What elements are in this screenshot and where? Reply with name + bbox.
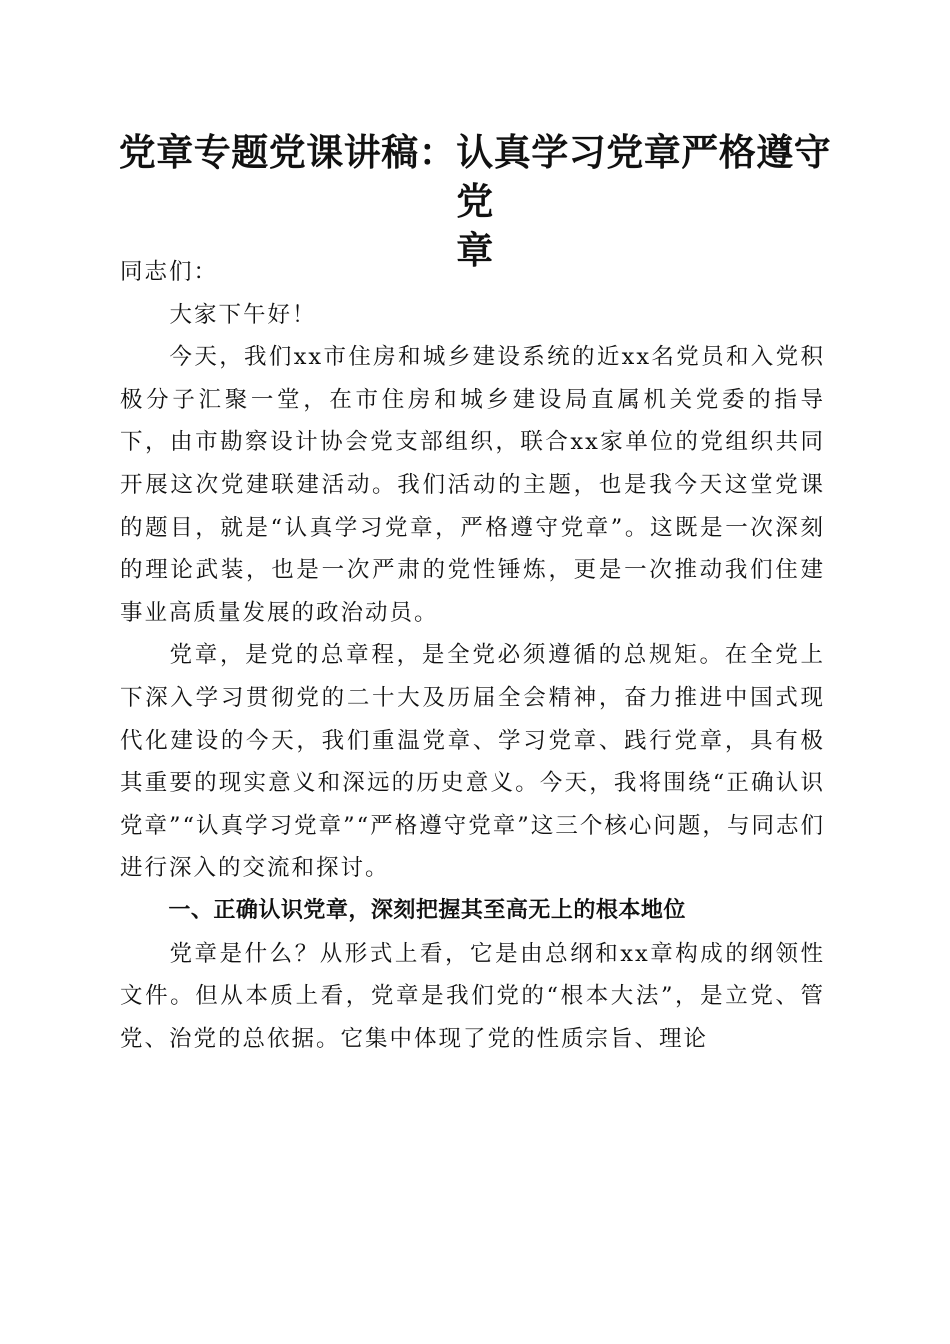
paragraph-intro: 今天，我们xx市住房和城乡建设系统的近xx名党员和入党积极分子汇聚一堂，在市住房和城乡建设局直属机关党委的指导下，由市勘察设计协会党支部组织，联合xx家单位的党组织共同开展这次党建联建活动。我们活动的主题，也是我今天这堂党课的题目，就是“认真学习党章，严格遵守党章”。这既是一次深刻的理论武装，也是一次严肃的党性锤炼，更是一次推动我们住建事业高质量发展的政治动员。: [120, 344, 825, 626]
paragraph-charter: 党章，是党的总章程，是全党必须遵循的总规矩。在全党上下深入学习贯彻党的二十大及历届全会精神，奋力推进中国式现代化建设的今天，我们重温党章、学习党章、践行党章，具有极其重要的现实意义和深远的历史意义。今天，我将围绕“正确认识党章”“认真学习党章”“严格遵守党章”这三个核心问题，与同志们进行深入的交流和探讨。: [120, 642, 825, 882]
section-heading: 一、正确认识党章，深刻把握其至高无上的根本地位: [168, 897, 686, 923]
title-line-2: 章: [456, 228, 494, 272]
document-body: [120, 251, 825, 1060]
section-paragraph: 党章是什么？从形式上看，它是由总纲和xx章构成的纲领性文件。但从本质上看，党章是我们党的“根本大法”，是立党、管党、治党的总依据。它集中体现了党的性质宗旨、理论: [120, 940, 825, 1052]
greeting: 大家下午好！: [169, 301, 317, 328]
salutation: 同志们：: [120, 259, 219, 285]
title-line-1: 党章专题党课讲稿：认真学习党章严格遵守党: [118, 130, 832, 223]
